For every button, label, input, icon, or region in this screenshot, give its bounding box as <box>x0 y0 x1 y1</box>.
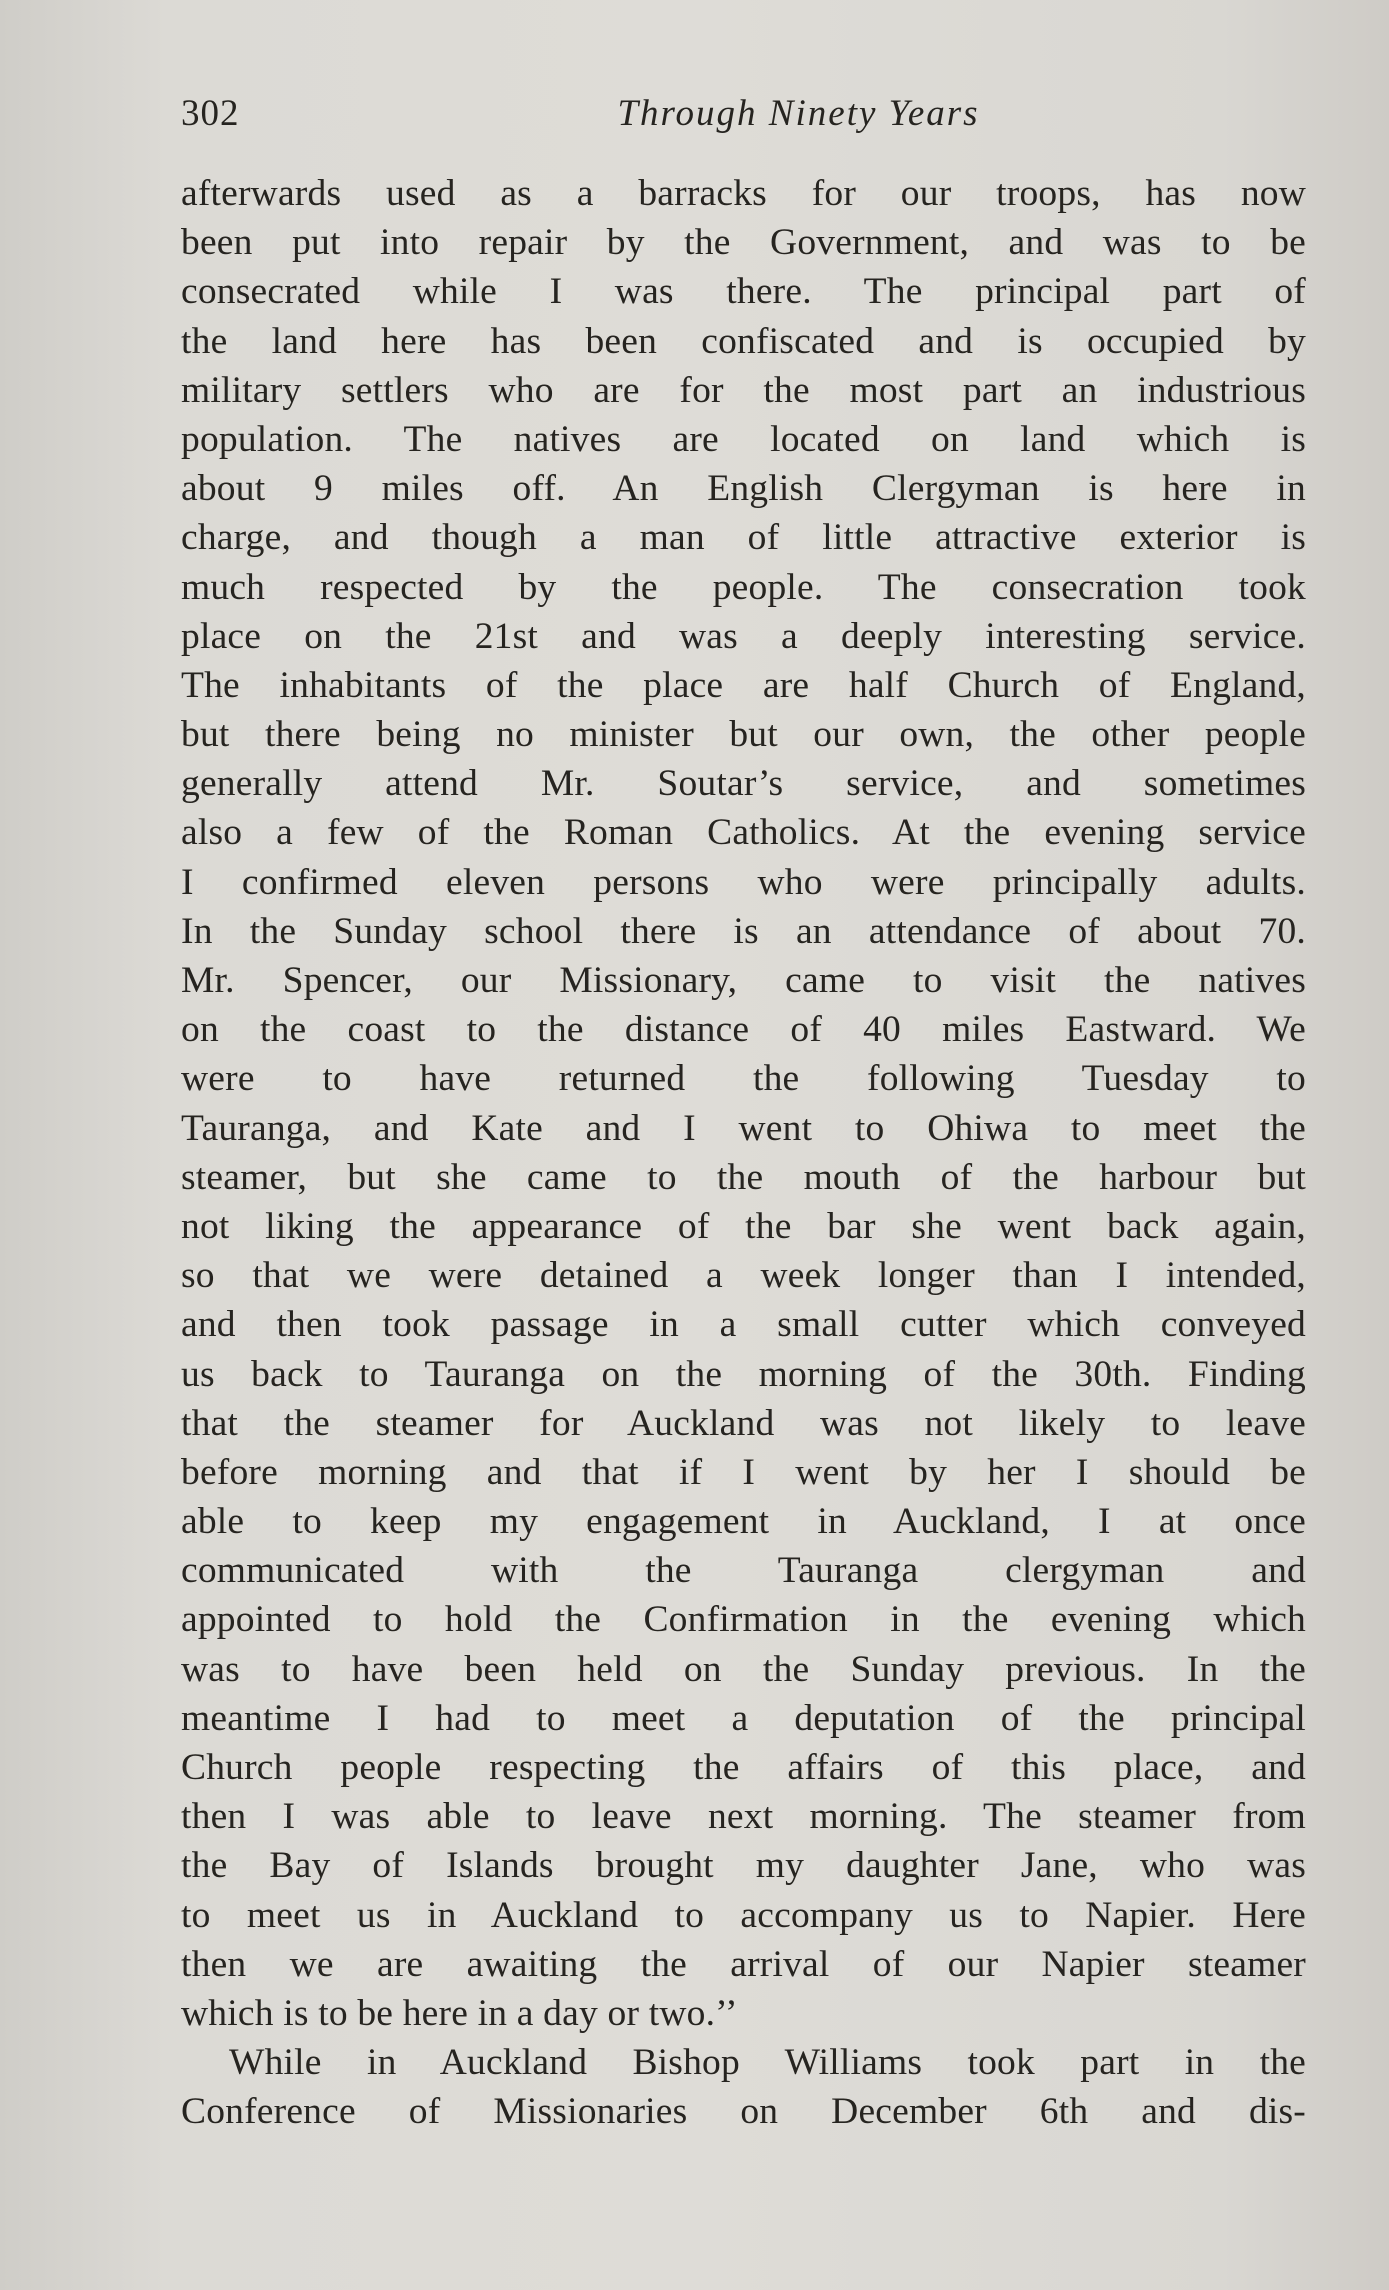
text-line: on the coast to the distance of 40 miles Eastward. We <box>181 1009 1306 1051</box>
text-line: place on the 21st and was a deeply interesting service. <box>181 615 1306 657</box>
text-line: appointed to hold the Confirmation in the evening which <box>181 1599 1306 1641</box>
text-line: military settlers who are for the most part an industrious <box>181 369 1306 411</box>
text-line: before morning and that if I went by her I should be <box>181 1451 1306 1493</box>
text-line: communicated with the Tauranga clergyman and <box>181 1550 1306 1592</box>
text-line: us back to Tauranga on the morning of the 30th. Finding <box>181 1353 1306 1395</box>
text-line: population. The natives are located on land which is <box>181 418 1306 460</box>
page-number: 302 <box>181 93 240 134</box>
text-line: In the Sunday school there is an attendance of about 70. <box>181 910 1306 952</box>
text-line: charge, and though a man of little attractive exterior is <box>181 517 1306 559</box>
text-line: about 9 miles off. An English Clergyman is here in <box>181 468 1306 510</box>
text-line: and then took passage in a small cutter which conveyed <box>181 1304 1306 1346</box>
text-line: I confirmed eleven persons who were principally adults. <box>181 861 1306 903</box>
text-line: Church people respecting the affairs of this place, and <box>181 1747 1306 1788</box>
text-line: the land here has been confiscated and is occupied by <box>181 320 1306 362</box>
text-line: was to have been held on the Sunday previous. In the <box>181 1648 1306 1690</box>
text-line: able to keep my engagement in Auckland, I at once <box>181 1501 1306 1543</box>
text-line: Conference of Missionaries on December 6th and dis- <box>181 2091 1306 2133</box>
text-line: so that we were detained a week longer than I intended, <box>181 1255 1306 1297</box>
text-line: also a few of the Roman Catholics. At the evening service <box>181 812 1306 854</box>
text-line: not liking the appearance of the bar she went back again, <box>181 1205 1306 1247</box>
running-title: Through Ninety Years <box>617 93 980 134</box>
text-line: the Bay of Islands brought my daughter Jane, who was <box>181 1845 1306 1887</box>
text-line: that the steamer for Auckland was not likely to leave <box>181 1402 1306 1444</box>
text-line: steamer, but she came to the mouth of the harbour but <box>181 1156 1306 1198</box>
text-line: been put into repair by the Government, and was to be <box>181 222 1306 264</box>
body-text <box>181 169 1306 2137</box>
text-line: Mr. Spencer, our Missionary, came to visit the natives <box>181 960 1306 1001</box>
text-line: much respected by the people. The consecration took <box>181 566 1306 608</box>
text-line: While in Auckland Bishop Williams took part in the <box>229 2042 1306 2084</box>
text-line: Tauranga, and Kate and I went to Ohiwa to meet the <box>181 1107 1306 1149</box>
text-line: afterwards used as a barracks for our troops, has now <box>181 173 1306 214</box>
text-line: The inhabitants of the place are half Church of England, <box>181 664 1306 706</box>
text-line: generally attend Mr. Soutar’s service, and sometimes <box>181 763 1306 805</box>
text-line: meantime I had to meet a deputation of the principal <box>181 1697 1306 1739</box>
running-head <box>181 84 1306 144</box>
text-line: then we are awaiting the arrival of our Napier steamer <box>181 1943 1306 1985</box>
text-line: consecrated while I was there. The principal part of <box>181 271 1306 313</box>
text-line: but there being no minister but our own, the other people <box>181 714 1306 756</box>
text-line: then I was able to leave next morning. The steamer from <box>181 1796 1306 1838</box>
text-line: to meet us in Auckland to accompany us to Napier. Here <box>181 1894 1306 1936</box>
text-line: were to have returned the following Tuesday to <box>181 1058 1306 1100</box>
text-line: which is to be here in a day or two.’’ <box>181 1992 738 2034</box>
